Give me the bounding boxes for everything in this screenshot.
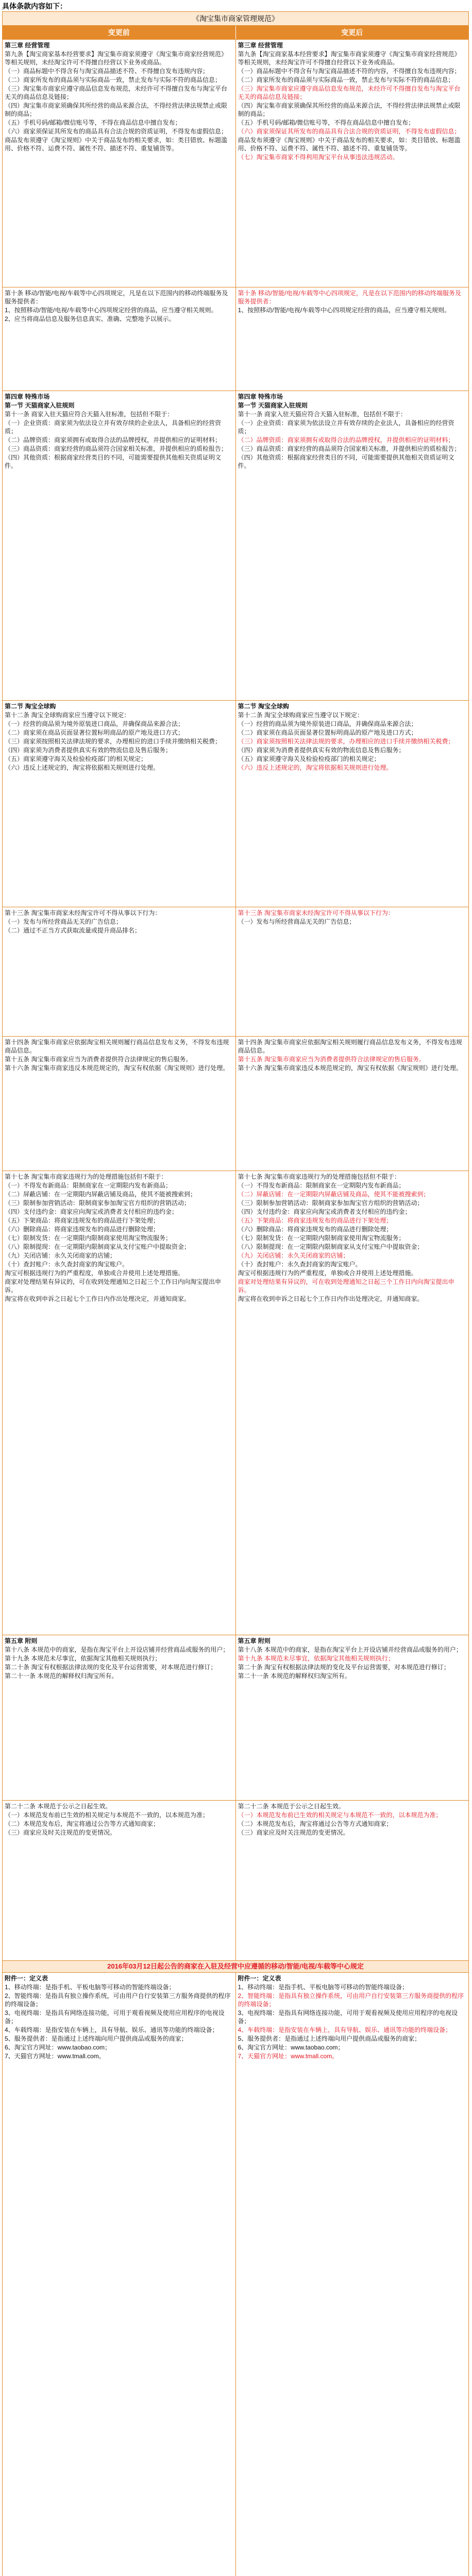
clause-text: 淘宝将在收到申诉之日起七个工作日内作出处理决定，并通知商家。 <box>5 1295 191 1302</box>
cell-before <box>3 1801 236 1960</box>
clause-text: 第十九条 本规范未尽事宜，依据淘宝其他相关规则执行； <box>238 1655 394 1662</box>
cell-before <box>3 391 236 700</box>
cell-before <box>3 287 236 391</box>
clause-text: （十）查封账户：永久查封商家的淘宝账户。 <box>238 1261 362 1268</box>
clause-text: 第十八条 本规范中的商家，是指在淘宝平台上开设店铺并经营商品或服务的用户； <box>5 1646 229 1653</box>
clause-text: （八）限制提现：在一定期限内限制商家从支付宝账户中提取资金； <box>5 1243 191 1250</box>
clause-text: 6、淘宝官方网址：www.taobao.com； <box>238 2044 344 2051</box>
clause-text: （三）商品资质：商家经营的商品须符合国家相关标准，并提供相应的质检报告； <box>238 445 461 452</box>
clause-text: （二）商家须在商品页面显著位置标明商品的原产地及进口方式； <box>238 729 417 736</box>
clause-text: 第二十一条 本规范的解释权归淘宝所有。 <box>238 1672 351 1680</box>
clause-text: 第二十条 淘宝有权根据法律法规的变化及平台运营需要，对本规范进行修订； <box>238 1664 450 1671</box>
table-row <box>3 40 468 287</box>
cell-after <box>236 1037 469 1171</box>
clause-text: 第二十条 淘宝有权根据法律法规的变化及平台运营需要，对本规范进行修订； <box>5 1664 217 1671</box>
clause-text: （一）不得发布新商品：限制商家在一定期限内发布新商品； <box>238 1182 405 1189</box>
clause-text: （六）删除商品：将商家违规发布的商品进行删除处理； <box>5 1226 160 1233</box>
clause-text: 第十六条 淘宝集市商家违反本规范规定的，淘宝有权依据《淘宝规则》进行处理。 <box>238 1064 462 1072</box>
clause-heading: 第一节 天猫商家入驻规则 <box>5 402 75 409</box>
clause-text: （五）手机号码/邮箱/微信账号等，不得在商品信息中擅自发布； <box>238 119 415 126</box>
clause-text: （九）关闭店铺：永久关闭商家的店铺； <box>5 1252 116 1259</box>
clause-text: 第十条 移动/智能/电视/车载等中心四项规定，凡是在以下范围内的移动终端服务及服务提供者： <box>5 290 228 305</box>
table-row <box>3 1635 468 1801</box>
clause-text: 第十五条 淘宝集市商家应当为消费者提供符合法律规定的售后服务。 <box>238 1056 425 1063</box>
clause-text: 第二十二条 本规范于公示之日起生效。 <box>5 1803 112 1810</box>
cell-after <box>236 40 469 287</box>
clause-text: 商家对处理结果有异议的，可在收到处理通知之日起三个工作日内向淘宝提出申诉。 <box>238 1278 454 1294</box>
clause-heading: 第四章 特殊市场 <box>5 393 50 400</box>
clause-text: 淘宝可根据违规行为的严重程度，单独或合并使用上述处理措施。 <box>5 1269 184 1277</box>
clause-text: 淘宝将在收到申诉之日起七个工作日内作出处理决定，并通知商家。 <box>238 1295 424 1302</box>
clause-text: （二）商家须在商品页面显著位置标明商品的原产地及进口方式； <box>5 729 184 736</box>
clause-text: 4、车载终端：是指安装在车辆上，具有导航、娱乐、通讯等功能的终端设备； <box>5 2026 218 2033</box>
clause-text: （二）商家所发布的商品须与实际商品一致，禁止发布与实际不符的商品信息； <box>238 76 454 83</box>
clause-text: （七）限制发货：在一定期限内限制商家使用淘宝物流服务； <box>5 1234 172 1242</box>
clause-text: （三）淘宝集市商家应遵守商品信息发布规范，未经许可不得擅自发布与淘宝平台无关的商品信息及链接； <box>238 85 461 100</box>
clause-text: （一）企业资质：商家须为依法设立并有效存续的企业法人，具备相应的经营资质； <box>238 419 454 435</box>
table-body <box>3 40 468 1961</box>
clause-text: （七）限制发货：在一定期限内限制商家使用淘宝物流服务； <box>238 1234 405 1242</box>
cell-before <box>3 1635 236 1800</box>
clause-text: （六）违反上述规定的，淘宝将依据相关规则进行处理。 <box>5 764 160 771</box>
clause-heading: 第二节 淘宝全球购 <box>5 703 56 710</box>
clause-text: 第十二条 淘宝全球购商家应当遵守以下规定： <box>5 711 130 719</box>
clause-text: （六）违反上述规定的，淘宝将依据相关规则进行处理。 <box>238 764 393 771</box>
clause-text: （一）商品标题中不得含有与淘宝商品描述不符、不得擅自发布违规内容； <box>5 67 209 75</box>
clause-text: 5、服务提供者：是指通过上述终端向用户提供商品或服务的商家； <box>5 2035 188 2042</box>
clause-text: 3、电视终端：是指具有网络连接功能，可用于观看视频及使用应用程序的电视设备； <box>238 2009 458 2025</box>
clause-text: （三）限制参加营销活动：限制商家参加淘宝官方组织的营销活动； <box>238 1199 424 1207</box>
cell-before <box>3 907 236 1036</box>
clause-text: （七）淘宝集市商家不得利用淘宝平台从事违法违规活动。 <box>238 154 399 161</box>
cell-after <box>236 391 469 700</box>
table-row <box>3 287 468 391</box>
clause-text: 2、应当将商品信息及服务信息真实、准确、完整地予以展示。 <box>5 315 175 323</box>
cell-after <box>236 907 469 1036</box>
clause-text: （一）发布与所经营商品无关的广告信息； <box>5 918 123 925</box>
clause-text: 第十七条 淘宝集市商家违规行为的处理措施包括但不限于： <box>5 1173 167 1180</box>
clause-text: （四）其他资质：根据商家经营类目的不同，可能需要提供其他相关资质证明文件。 <box>238 454 454 469</box>
clause-text: （四）淘宝集市商家须确保其所经营的商品来源合法，不得经营法律法规禁止或限制的商品； <box>5 102 228 117</box>
clause-text: 第十四条 淘宝集市商家应依据淘宝相关规则履行商品信息发布义务，不得发布违规商品信息。 <box>238 1039 462 1054</box>
clause-text: 商品发布须遵守《淘宝规则》中关于商品发布的相关要求，如：类目错放、标题滥用、价格不符、运费不符、属性不符、描述不符、重复铺货等。 <box>238 137 461 152</box>
header-after: 变更后 <box>236 26 469 39</box>
clause-text: （二）屏蔽店铺：在一定期限内屏蔽店铺及商品，使其不能被搜索到； <box>238 1191 430 1198</box>
clause-heading: 第二节 淘宝全球购 <box>238 703 289 710</box>
clause-text: （三）商家须按照相关法律法规的要求，办理相应的进口手续并缴纳相关税费； <box>238 738 454 745</box>
clause-text: （六）商家须保证其所发布的商品具有合法合规的资质证明，不得发布虚假信息； <box>5 128 228 135</box>
cell-before <box>3 701 236 907</box>
clause-text: 第十六条 淘宝集市商家违反本规范规定的，淘宝有权依据《淘宝规则》进行处理。 <box>5 1064 229 1072</box>
clause-text: 7、天猫官方网址：www.tmall.com。 <box>5 2053 105 2060</box>
clause-text: （八）限制提现：在一定期限内限制商家从支付宝账户中提取资金； <box>238 1243 424 1250</box>
clause-text: （四）淘宝集市商家须确保其所经营的商品来源合法，不得经营法律法规禁止或限制的商品； <box>238 102 461 117</box>
clause-heading: 第五章 附则 <box>5 1637 38 1645</box>
clause-text: 第十九条 本规范未尽事宜，依据淘宝其他相关规则执行； <box>5 1655 161 1662</box>
clause-text: 1、按照移动/智能/电视/车载等中心四项规定经营的商品，应当遵守相关规则。 <box>5 307 217 314</box>
clause-text: 4、车载终端：是指安装在车辆上，具有导航、娱乐、通讯等功能的终端设备； <box>238 2026 452 2033</box>
clause-heading: 第三章 经营管理 <box>5 42 50 49</box>
clause-text: 第二十一条 本规范的解释权归淘宝所有。 <box>5 1672 118 1680</box>
clause-text: （二）本规范发布后，淘宝将通过公告等方式通知商家； <box>5 1820 160 1827</box>
cell-before <box>3 1037 236 1171</box>
intro-text: 具体条款内容如下： <box>2 2 67 10</box>
clause-text: 第十条 移动/智能/电视/车载等中心四项规定，凡是在以下范围内的移动终端服务及服务提供者： <box>238 290 461 305</box>
clause-text: （三）商家须按照相关法律法规的要求，办理相应的进口手续并缴纳相关税费； <box>5 738 222 745</box>
clause-heading: 第四章 特殊市场 <box>238 393 283 400</box>
clause-text: （二）屏蔽店铺：在一定期限内屏蔽店铺及商品，使其不能被搜索到； <box>5 1191 197 1198</box>
clause-text: 第二十二条 本规范于公示之日起生效。 <box>238 1803 345 1810</box>
clause-heading: 附件一：定义表 <box>5 1975 48 1982</box>
clause-text: 第十四条 淘宝集市商家应依据淘宝相关规则履行商品信息发布义务，不得发布违规商品信息。 <box>5 1039 229 1054</box>
table-body-2 <box>3 1973 468 2576</box>
table-title: 《淘宝集市商家管理规范》 <box>3 12 468 26</box>
clause-text: 第十三条 淘宝集市商家未经淘宝许可不得从事以下行为： <box>238 909 394 917</box>
table-header <box>3 26 468 40</box>
clause-text: （一）企业资质：商家须为依法设立并有效存续的企业法人，具备相应的经营资质； <box>5 419 222 435</box>
clause-text: 第十二条 淘宝全球购商家应当遵守以下规定： <box>238 711 363 719</box>
clause-text: （一）商品标题中不得含有与淘宝商品描述不符的内容，不得擅自发布违规内容； <box>238 67 461 75</box>
clause-text: 商家对处理结果有异议的，可在收到处理通知之日起三个工作日内向淘宝提出申诉。 <box>5 1278 222 1294</box>
cell-after <box>236 287 469 391</box>
table-row <box>3 1801 468 1961</box>
clause-text: 第十三条 淘宝集市商家未经淘宝许可不得从事以下行为： <box>5 909 161 917</box>
clause-text: （三）商品资质：商家经营的商品须符合国家相关标准，并提供相应的质检报告； <box>5 445 228 452</box>
clause-text: （五）商家须遵守海关及检验检疫部门的相关规定； <box>5 755 147 762</box>
clause-heading: 附件一：定义表 <box>238 1975 281 1982</box>
clause-text: （一）不得发布新商品：限制商家在一定期限内发布新商品； <box>5 1182 172 1189</box>
clause-text: （五）手机号码/邮箱/微信账号等，不得在商品信息中擅自发布； <box>5 119 181 126</box>
cell-after <box>236 1973 469 2576</box>
clause-text: （三）商家应及时关注规范的变更情况。 <box>238 1829 349 1836</box>
clause-text: 3、电视终端：是指具有网络连接功能，可用于观看视频及使用应用程序的电视设备； <box>5 2009 225 2025</box>
clause-text: 淘宝可根据违规行为的严重程度，单独或合并使用上述处理措施。 <box>238 1269 417 1277</box>
clause-text: （六）商家须保证其所发布的商品具有合法合规的资质证明，不得发布虚假信息； <box>238 128 461 135</box>
clause-text: （二）品牌资质：商家须拥有或取得合法的品牌授权，并提供相应的证明材料； <box>238 436 454 444</box>
clause-text: 1、按照移动/智能/电视/车载等中心四项规定经营的商品，应当遵守相关规则。 <box>238 307 451 314</box>
table-row <box>3 907 468 1037</box>
clause-text: 第十七条 淘宝集市商家违规行为的处理措施包括但不限于： <box>238 1173 400 1180</box>
clause-text: 1、移动终端：是指手机、平板电脑等可移动的智能终端设备； <box>238 1984 409 1991</box>
clause-text: 6、淘宝官方网址：www.taobao.com； <box>5 2044 111 2051</box>
clause-text: （四）商家须为消费者提供真实有效的物流信息及售后服务； <box>238 747 405 754</box>
clause-text: （二）通过不正当方式获取流量或提升商品排名； <box>5 927 141 934</box>
clause-text: 1、移动终端：是指手机、平板电脑等可移动的智能终端设备； <box>5 1984 175 1991</box>
clause-text: （二）本规范发布后，淘宝将通过公告等方式通知商家； <box>238 1820 393 1827</box>
clause-text: （二）商家所发布的商品须与实际商品一致，禁止发布与实际不符的商品信息； <box>5 76 222 83</box>
clause-text: 7、天猫官方网址：www.tmall.com。 <box>238 2053 339 2060</box>
section-band: 2016年03月12日起公告的商家在入驻及经营中应遵循的移动/智能/电视/车载等中心规定 <box>3 1961 468 1973</box>
clause-text: 第九条【淘宝商家基本经营要求】淘宝集市商家须遵守《淘宝集市商家经营规范》等相关规则，未经淘宝许可不得擅自经营以下业务或商品。 <box>238 50 461 66</box>
table-row <box>3 391 468 701</box>
table-row <box>3 1171 468 1635</box>
clause-text: （六）删除商品：将商家违规发布的商品进行删除处理； <box>238 1226 393 1233</box>
clause-text: 5、服务提供者：是指通过上述终端向用户提供商品或服务的商家； <box>238 2035 421 2042</box>
cell-before <box>3 1171 236 1635</box>
table-row <box>3 1037 468 1171</box>
clause-text: （一）经营的商品须为境外原装进口商品，并确保商品来源合法； <box>5 720 184 727</box>
clause-text: （一）本规范发布前已生效的相关规定与本规范不一致的，以本规范为准； <box>5 1811 209 1819</box>
comparison-table <box>2 11 469 2576</box>
clause-text: （十）查封账户：永久查封商家的淘宝账户。 <box>5 1261 129 1268</box>
table-row <box>3 1973 468 2576</box>
cell-after <box>236 701 469 907</box>
clause-text: 第九条【淘宝商家基本经营要求】淘宝集市商家须遵守《淘宝集市商家经营规范》等相关规则，未经淘宝许可不得擅自经营以下业务或商品。 <box>5 50 228 66</box>
clause-text: 第十八条 本规范中的商家，是指在淘宝平台上开设店铺并经营商品或服务的用户； <box>238 1646 462 1653</box>
clause-text: 商品发布须遵守《淘宝规则》中关于商品发布的相关要求，如：类目错放、标题滥用、价格不符、运费不符、属性不符、描述不符、重复铺货等。 <box>5 137 228 152</box>
clause-text: （五）下架商品：将商家违规发布的商品进行下架处理； <box>5 1217 160 1224</box>
clause-text: （四）其他资质：根据商家经营类目的不同，可能需要提供其他相关资质证明文件。 <box>5 454 222 469</box>
cell-before <box>3 40 236 287</box>
clause-text: （五）商家须遵守海关及检验检疫部门的相关规定； <box>238 755 380 762</box>
table-row <box>3 701 468 907</box>
clause-heading: 第三章 经营管理 <box>238 42 283 49</box>
cell-after <box>236 1171 469 1635</box>
clause-text: 第十五条 淘宝集市商家应当为消费者提供符合法律规定的售后服务。 <box>5 1056 192 1063</box>
clause-text: （二）品牌资质：商家须拥有或取得合法的品牌授权，并提供相应的证明材料； <box>5 436 222 444</box>
clause-text: （四）支付违约金：商家应向淘宝或消费者支付相应的违约金； <box>5 1208 178 1215</box>
clause-text: 2、智能终端：是指具有独立操作系统，可由用户自行安装第三方服务商提供的程序的终端设备； <box>238 1992 464 2008</box>
clause-heading: 第一节 天猫商家入驻规则 <box>238 402 308 409</box>
clause-text: （一）经营的商品须为境外原装进口商品，并确保商品来源合法； <box>238 720 417 727</box>
clause-text: （三）淘宝集市商家应遵守商品信息发布规范，未经许可不得擅自发布与淘宝平台无关的商品信息及链接； <box>5 85 228 100</box>
clause-text: 2、智能终端：是指具有独立操作系统，可由用户自行安装第三方服务商提供的程序的终端设备； <box>5 1992 231 2008</box>
clause-text: （三）限制参加营销活动：限制商家参加淘宝官方组织的营销活动； <box>5 1199 191 1207</box>
header-before: 变更前 <box>3 26 236 39</box>
clause-text: （四）支付违约金：商家应向淘宝或消费者支付相应的违约金； <box>238 1208 411 1215</box>
clause-text: 第十一条 商家入驻天猫应符合天猫入驻标准，包括但不限于： <box>238 411 407 418</box>
clause-text: （九）关闭店铺：永久关闭商家的店铺； <box>238 1252 349 1259</box>
clause-text: （四）商家须为消费者提供真实有效的物流信息及售后服务； <box>5 747 172 754</box>
clause-text: 第十一条 商家入驻天猫应符合天猫入驻标准，包括但不限于： <box>5 411 174 418</box>
clause-text: （五）下架商品：将商家违规发布的商品进行下架处理； <box>238 1217 393 1224</box>
clause-heading: 第五章 附则 <box>238 1637 271 1645</box>
clause-text: （一）发布与所经营商品无关的广告信息； <box>238 918 356 925</box>
cell-before <box>3 1973 236 2576</box>
clause-text: （一）本规范发布前已生效的相关规定与本规范不一致的，以本规范为准； <box>238 1811 442 1819</box>
cell-after <box>236 1801 469 1960</box>
cell-after <box>236 1635 469 1800</box>
clause-text: （三）商家应及时关注规范的变更情况。 <box>5 1829 116 1836</box>
